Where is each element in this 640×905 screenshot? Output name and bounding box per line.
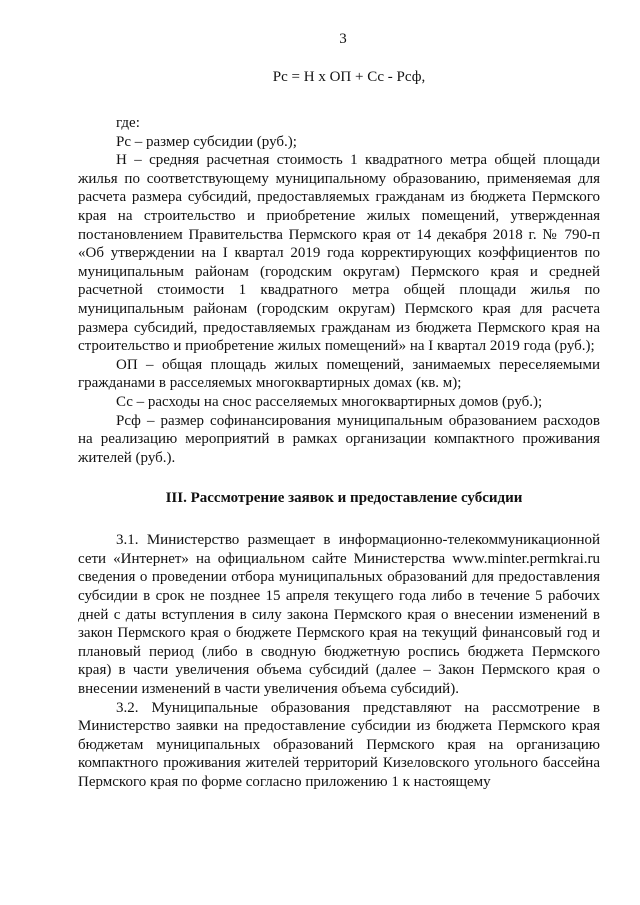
page-number: 3: [339, 31, 347, 47]
section-heading: III. Рассмотрение заявок и предоставление субсидии: [165, 490, 523, 507]
paragraph-3-2: 3.2. Муниципальные образования представляют на рассмотрение в Министерство заявки на предоставление субсидии из бюджета Пермского края бюджетам муниципальных образований Пермского края на организацию компактного проживания жителей территорий Кизеловского угольного бассейна Пермского края по форме согласно приложению 1 к настоящему: [78, 699, 600, 790]
where-label: где:: [116, 115, 140, 131]
definition-ss: Сс – расходы на снос расселяемых многоквартирных домов (руб.);: [116, 393, 543, 410]
definition-rsf: Рсф – размер софинансирования муниципальным образованием расходов на реализацию мероприятий в рамках организации компактного проживания жителей (руб.).: [78, 412, 600, 466]
definition-op: ОП – общая площадь жилых помещений, занимаемых переселяемыми гражданами в расселяемых многоквартирных домах (кв. м);: [78, 356, 600, 392]
paragraph-3-1: 3.1. Министерство размещает в информационно-телекоммуникационной сети «Интернет» на официальном сайте Министерства www.minter.permkrai.ru сведения о проведении отбора муниципальных образований для предоставления субсидии в срок не позднее 15 апреля текущего года либо в течение 5 рабочих дней с даты вступления в силу закона Пермского края о внесении изменений в закон Пермского края о бюджете Пермского края на текущий финансовый год и плановый период (либо в сводную бюджетную роспись бюджета Пермского края) в части увеличения объема субсидий (далее – Закон Пермского края о внесении изменений в части увеличения объема субсидий).: [78, 532, 600, 698]
definition-n: Н – средняя расчетная стоимость 1 квадратного метра общей площади жилья по соответствующему муниципальному образованию, применяемая для расчета размера субсидий, предоставляемых гражданам из бюджета Пермского края на строительство и приобретение жилых помещений, утвержденная постановлением Правительства Пермского края от 14 декабря 2018 г. № 790-п «Об утверждении на I квартал 2019 года корректирующих коэффициентов по муниципальным районам (городским округам) Пермского края и средней расчетной стоимости 1 квадратного метра общей площади жилья по муниципальным районам (городским округам) Пермского края для расчета размера субсидий, предоставляемых гражданам из бюджета Пермского края на строительство и приобретение жилых помещений» на I квартал 2019 года (руб.);: [78, 152, 600, 355]
subsidy-formula: Рс = Н x ОП + Сс - Рсф,: [272, 69, 426, 85]
definition-rs: Рс – размер субсидии (руб.);: [116, 133, 297, 150]
